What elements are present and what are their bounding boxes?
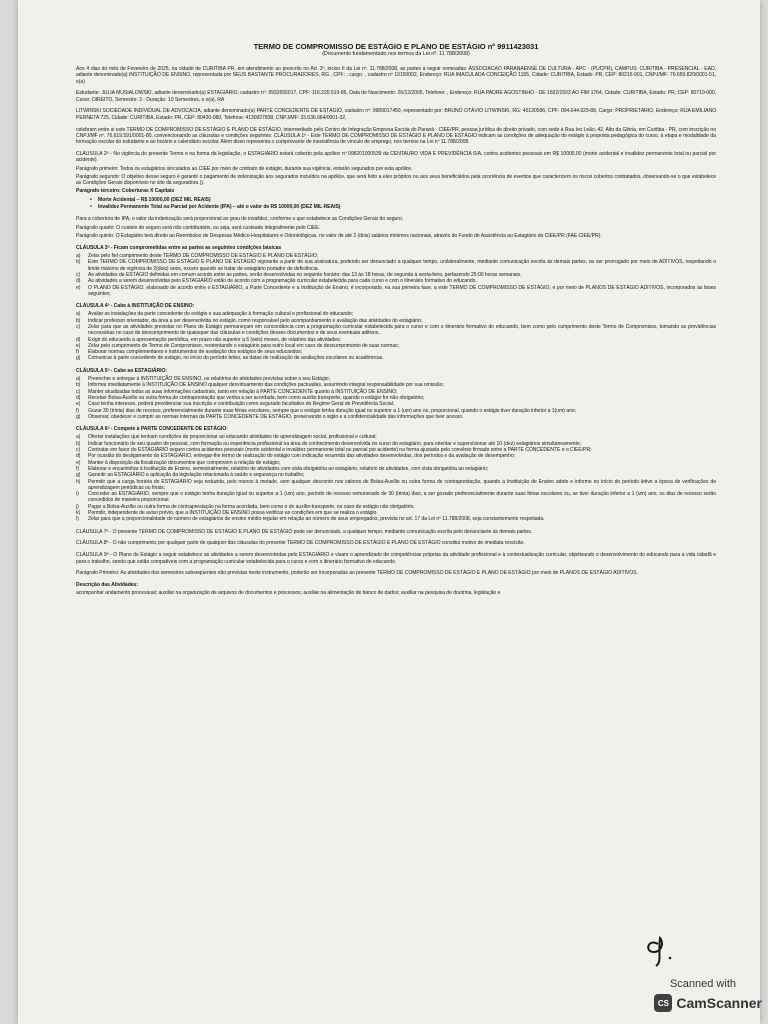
clause-item-text: Preencher e entregar à INSTITUIÇÃO DE ENSINO, os relatórios de atividades previstas sobre o seu Estágio; bbox=[88, 376, 330, 383]
coverage-list bbox=[90, 197, 716, 211]
clause-item-text: Contratar em favor do ESTAGIÁRIO seguro contra acidentes pessoais (morte acidental e invalidez permanente total ou parcial por acidente) na forma ajustada pelo convênio firmado entre a PARTE CONCEDENTE e o CIEE/PR; bbox=[88, 447, 592, 454]
clause-item-text: Caso tenha interesse, poderá providenciar sua inscrição e contribuição como segurado facultativo do Regime Geral de Previdência Social; bbox=[88, 401, 395, 408]
scanned-page bbox=[18, 0, 760, 1024]
clause-item-letter: b) bbox=[76, 317, 81, 324]
clause-item-text: As atividades a serem desenvolvidas pelo ESTAGIÁRIO estão de acordo com a programação curricular estabelecida para cada curso e com o itinerário formativo do educando. bbox=[88, 278, 477, 285]
clause-7-paragraph: CLÁUSULA 7ª - O presente TERMO DE COMPROMISSO DE ESTÁGIO E PLANO DE ESTÁGIO pode ser denunciado, a qualquer tempo, mediante comunicação escrita pelo denunciante às demais partes. bbox=[76, 528, 533, 535]
clause-item-letter: d) bbox=[76, 278, 81, 285]
clause-item-text: O PLANO DE ESTÁGIO, elaborado de acordo entre o ESTAGIÁRIO, a Parte Concedente e a Instituição de Ensino, é incorporado, na sua primeira fase, a este TERMO DE COMPROMISSO DE ESTÁGIO, e por meio de PLANOS DE ESTÁGIO ADITIVOS, incorporados às fases seguintes; bbox=[88, 284, 716, 297]
paragraph-fourth: Parágrafo quarto: O custeio do seguro será não contributário, ou seja, será custeado integralmente pelo CIEE. bbox=[76, 224, 321, 231]
clause-item-text: Zelar para que as atividades previstas no Plano de Estágio permaneçam em concordância com a programação curricular estabelecida para o curso e com o itinerário formativo do educando, bem como pelo cumprimento deste Termo de Compromisso, tomando as providências necessárias no caso de descumprimento de quaisquer das cláusulas e condições desses documentos e de seus eventuais aditivos. bbox=[88, 324, 716, 337]
clause-item bbox=[76, 355, 716, 361]
handwritten-signature bbox=[636, 928, 706, 968]
clause-item-text: Avaliar as instalações da parte concedente do estágio e sua adequação à formação cultural e profissional do educando; bbox=[88, 311, 354, 318]
clause-item-letter: g) bbox=[76, 355, 81, 362]
clause-item-letter: b) bbox=[76, 382, 81, 389]
clause-item-text: Comunicar à parte concedente de estágio, no início do período letivo, as datas de realização de avaliações escolares ou acadêmicas. bbox=[88, 355, 384, 362]
document-body bbox=[76, 42, 716, 602]
clause-item bbox=[76, 259, 716, 272]
coverage-item: • Morte Acidental – R$ 10000,00 (DEZ MIL REAIS) bbox=[90, 196, 211, 203]
clause-item-letter: c) bbox=[76, 447, 81, 454]
student-paragraph: Estudante: JULIA MUSIALOWSKI, adiante denominado(a) ESTAGIÁRIO, cadastro nº: 9932655017, CPF: 116.220.519-86, Data de Nascimento: 26/12/2005, Telefone: , Endereço: RUA PADRE AGOSTINHO - DE 1502/1503 AO FIM 1764, Cidade: CURITIBA, Estado: PR, CEP: 80710-000, Curso: DIREITO, Semestre: 3 - Duração: 10 Semestres, e o(a), RA bbox=[76, 90, 716, 103]
clause-item-letter: c) bbox=[76, 388, 81, 395]
clause-item-letter: g) bbox=[76, 472, 81, 479]
clause-9-paragraph: CLÁUSULA 9ª - O Plano de Estágio a seguir estabelece as atividades a serem desenvolvidas pelo ESTAGIÁRIO e visam o aprendizado de competências próprias da atividade profissional e à contextualização curricular, objetivando o desenvolvimento do educando para a vida cidadã e para o trabalho, sendo que estão compatíveis com a programação curricular estabelecida para o curso e com o itinerário formativo do educando. bbox=[76, 552, 716, 565]
clause-item-letter: a) bbox=[76, 376, 81, 383]
clause-item-text: Conceder ao ESTAGIÁRIO, sempre que o estágio tenha duração igual ou superior a 1 (um) ano, período de recesso remunerado de 30 (trinta) dias, a ser gozado preferencialmente durante suas férias escolares ou, se tiver duração inferior a 1 (um) ano, os dias de recesso serão concedidos de maneira proporcional. bbox=[88, 491, 716, 504]
clause-item-letter: f) bbox=[76, 407, 80, 414]
camscanner-watermark bbox=[646, 978, 764, 1018]
clause-item-text: Exigir do educando a apresentação periódica, em prazo não superior a 6 (seis) meses, de relatório das atividades; bbox=[88, 336, 341, 343]
camscanner-name: CamScanner bbox=[676, 995, 762, 1011]
clause-item-letter: a) bbox=[76, 311, 81, 318]
clause-item-text: Manter atualizadas todas as suas informações cadastrais, tanto em relação à PARTE CONCEDENTE quanto à INSTITUIÇÃO DE ENSINO; bbox=[88, 388, 398, 395]
camscanner-logo-icon: CS bbox=[654, 994, 672, 1012]
clause-item bbox=[76, 324, 716, 337]
clause-item-text: Ofertar instalações que tenham condições de proporcionar ao educando atividades de aprendizagem social, profissional e cultural; bbox=[88, 434, 377, 441]
clause-item-letter: g) bbox=[76, 413, 81, 420]
clause-item-letter: c) bbox=[76, 271, 81, 278]
clause-item-text: Zelar para que a proporcionalidade do número de estagiários de ensino médio regular em relação ao número de seus empregados, prevista no art. 17 da Lei nº 11.788/2008, seja constantemente respeitada. bbox=[88, 516, 545, 523]
paragraph-third: Parágrafo terceiro: Coberturas X Capitais bbox=[76, 188, 175, 195]
clause-item bbox=[76, 491, 716, 504]
clause-item-letter: e) bbox=[76, 284, 81, 291]
clause-4-title: CLÁUSULA 4ª - Cabe à INSTITUIÇÃO DE ENSINO: bbox=[76, 303, 195, 310]
activities-title: Descrição das Atividades: bbox=[76, 582, 138, 589]
clause-item-letter: i) bbox=[76, 491, 79, 498]
clause-6-list bbox=[76, 434, 716, 522]
clause-5-list bbox=[76, 376, 716, 420]
clause-item-letter: h) bbox=[76, 478, 81, 485]
clause-item-letter: f) bbox=[76, 349, 80, 356]
clause-5-title: CLÁUSULA 5ª - Cabe ao ESTAGIÁRIO: bbox=[76, 367, 168, 374]
clause-item-text: As atividades de ESTÁGIO definidas em comum acordo entre as partes, serão desenvolvidas no seguinte horário: das 13 às 18 horas, de segunda à sexta-feira, perfazendo 25:00 horas semanais. bbox=[88, 271, 522, 278]
clause-item-text: Este TERMO DE COMPROMISSO DE ESTÁGIO E PLANO DE ESTÁGIO vigorarão a partir de sua assinatura, podendo ser denunciado a qualquer tempo, unilateralmente, mediante comunicação escrita às demais partes, ou ser prorrogado por meio de ADITIVOS, respeitando o limite máximo de vigência de 2(dois) anos, exceto quando se tratar de estagiário portador de deficiência. bbox=[88, 259, 716, 272]
clause-item-text: Garantir ao ESTAGIÁRIO a aplicação da legislação relacionada à saúde e segurança no trabalho; bbox=[88, 472, 305, 479]
clause-item-letter: b) bbox=[76, 440, 81, 447]
clause-item-text: Informar imediatamente à INSTITUIÇÃO DE ENSINO qualquer desvirtuamento das condições pactuadas, assumindo integral responsabilidade por sua omissão; bbox=[88, 382, 444, 389]
document-title: TERMO DE COMPROMISSO DE ESTÁGIO E PLANO DE ESTÁGIO nº 9911423031 bbox=[253, 42, 539, 51]
clause-item-text: Elaborar e encaminhar à Instituição de Ensino, semestralmente, relatório de atividades com vista obrigatória ao estagiário, relatório de atividades, com vista obrigatória ao estagiário; bbox=[88, 465, 489, 472]
paragraph-first: Parágrafo primeiro: Todos os estagiários vinculados ao CIEE por meio de contrato de estágio, durante sua vigência, estarão segurados por esta apólice. bbox=[76, 165, 413, 172]
clause-item-letter: e) bbox=[76, 342, 81, 349]
activities-text: acompanhar andamento processual; auxiliar na organização de arquivos de documentos e processos; auxiliar na alimentação de banco de dados; auxiliar na pesquisa de doutrina, legislação e bbox=[76, 590, 501, 597]
clause-item-letter: b) bbox=[76, 259, 81, 266]
clause-item-letter: a) bbox=[76, 253, 81, 260]
paragraph-fifth: Parágrafo quinto: O Estagiário terá direito ao Reembolso de Despesas Médico-Hospitalares e Odontológicas, no valor de até 2 (dois) salários mínimos nacionais, através do Fundo de Assistência ao Estagiário do CIEE/PR (FAE CIEE/PR). bbox=[76, 232, 602, 239]
company-paragraph: LITWINSKI SOCIEDADE INDIVIDUAL DE ADVOCACIA, adiante denominado(a) PARTE CONCEDENTE DE ESTÁGIO, cadastro nº: 9989017450, representado por: BRUNO OTÁVIO LITWINSKI, RG: 46130596, CPF: 004.644.929-88, Cargo: PROPRIETÁRIO, Endereço: RUA EMILIANO PERNETA 725, Cidade: CURITIBA, Estado: PR, CEP: 80420-080, Telefone: 4130927838, CNPJ/MF: 33.636.064/0001-32, bbox=[76, 108, 716, 121]
coverage-item: • Invalidez Permanente Total ou Parcial por Acidente (IPA) – até o valor de R$ 10000,00 (DEZ MIL REAIS) bbox=[90, 204, 341, 211]
ipa-paragraph: Para a cobertura de IPA, o valor da indenização será proporcional ao grau de invalidez, conforme o que estabelece as Condições Gerais do seguro. bbox=[76, 216, 404, 223]
clause-item-text: Gozar 30 (trinta) dias de recesso, preferencialmente durante suas férias escolares, sempre que o estágio tenha duração igual ou superior a 1 (um) ano ou, proporcional, quando o estágio tiver duração inferior a 1(um) ano; bbox=[88, 407, 576, 414]
clause-8-paragraph: CLÁUSULA 8ª - O não cumprimento por qualquer parte de qualquer das cláusulas do presente TERMO DE COMPROMISSO DE ESTÁGIO E PLANO DE ESTÁGIO constitui motivo de imediata rescisão. bbox=[76, 540, 525, 547]
scanned-with-text: Scanned with bbox=[669, 978, 736, 990]
document-subtitle: (Documento fundamentado nos termos da Lei nº. 11.788/2008) bbox=[322, 51, 470, 57]
clause-item-text: Permitir, independente de aviso prévio, que a INSTITUIÇÃO DE ENSINO possa verificar as condições em que se realiza o estágio. bbox=[88, 510, 378, 517]
clause-item-text: Indicar funcionário de seu quadro de pessoal, com formação ou experiência profissional na área de conhecimento desenvolvida no curso do estagiário, para orientar e supervisionar até 10 (dez) estagiários simultaneamente; bbox=[88, 440, 582, 447]
clause-item-letter: d) bbox=[76, 394, 81, 401]
clause-item-letter: d) bbox=[76, 453, 81, 460]
clause-3-list bbox=[76, 253, 716, 297]
clause-item bbox=[76, 414, 716, 420]
paragraph-final: Parágrafo Primeiro: As atividades dos semestres subseqüentes não previstas neste instrumento, poderão ser incorporadas ao presente TERMO DE COMPROMISSO DE ESTÁGIO E PLANO DE ESTÁGIO por meio de PLANOS DE ESTÁGIO ADITIVOS. bbox=[76, 570, 638, 577]
clause-item bbox=[76, 479, 716, 492]
clause-3-title: CLÁUSULA 3ª - Ficam comprometidas entre as partes as seguintes condições básicas bbox=[76, 244, 282, 251]
clause-2-paragraph: CLÁUSULA 2ª - No vigência do presente Termo e na forma da legislação, o ESTAGIÁRIO estará coberto pela apólice nº 098201000539 da CENTAURO VIDA E PREVIDÊNCIA S/A, contra acidentes pessoais em R$ 10000,00 (morte acidental e invalidez permanente total ou parcial por acidente). bbox=[76, 150, 716, 164]
clause-item-text: Receber Bolsa-Auxílio ou outra forma de contraprestação que venha a ser acordada, bem como auxílio transporte, quando o estágio for não obrigatório; bbox=[88, 394, 425, 401]
clause-item-text: Elaborar normas complementares e instrumentos de avaliação dos estágios de seus educandos; bbox=[88, 349, 303, 356]
clause-6-title: CLÁUSULA 6ª - Compete à PARTE CONCEDENTE DE ESTÁGIO: bbox=[76, 426, 228, 433]
paragraph-second: Parágrafo segundo: O objetivo desse seguro é garantir o pagamento de indenização aos segurados incluídos na apólice, que será feito a eles próprios ou aos seus beneficiários pela ocorrência de eventos que caracterizem os riscos cobertos contratados, observando-se o que estabelece as Condições Gerais disponíveis no site da seguradora (). bbox=[76, 173, 716, 187]
clause-item-text: Manter à disposição da fiscalização documentos que comprovem a relação de estágio; bbox=[88, 459, 281, 466]
clause-item bbox=[76, 516, 716, 522]
clause-item-letter: a) bbox=[76, 434, 81, 441]
intro-paragraph: Aos 4 dias do mês de Fevereiro de 2025, na cidade de CURITIBA PR, em atendimento ao prescrito no Art. 3º, inciso II da Lei nº. 11.788/2008, as partes a seguir nomeadas: ASSOCIACAO PARANAENSE DE CULTURA - APC - (PUCPR), CAMPUS: CURITIBA - PRESENCIAL - EAD, adiante denominado(a) INSTITUIÇÃO DE ENSINO, representada por SEUS BASTANTE PROCURADORES, RG , CPF: , cargo: , cadastro nº 10150002, Endereço: RUA IMACULADA CONCEIÇÃO 1155, Cidade: CURITIBA, Estado: PR, CEP: 80215-901, CNPJ/MF: 76.659.820/0001-51, e(a) bbox=[76, 66, 716, 85]
clause-item-letter: j) bbox=[76, 503, 79, 510]
clause-item-letter: e) bbox=[76, 459, 81, 466]
clause-1-paragraph: celebram entre si este TERMO DE COMPROMISSO DE ESTÁGIO E PLANO DE ESTÁGIO, intermediado pelo Centro de Integração Empresa Escola do Paraná - CIEE/PR, pessoa jurídica de direito privado, com sede à Rua Ivo Leão, 42, Alto da Glória, em Curitiba - PR, com inscrição no CNPJ/MF nº. 76.619.591/0001-80, convencionando as cláusulas e condições seguintes: CLÁUSULA 1ª - Este TERMO DE COMPROMISSO DE ESTÁGIO E PLANO DE ESTÁGIO indicam as condições de adequação do estágio à proposta pedagógica do curso, à etapa e modalidade da formação escolar do estudante e ao horário e calendário escolar. Além disso representa o comprovante de inexistência de vínculo de emprego, nos termos na Lei nº 11.788/2008. bbox=[76, 126, 716, 146]
clause-item bbox=[76, 285, 716, 298]
clause-item-text: Observar, obedecer e cumprir as normas internas da PARTE CONCEDENTE DE ESTÁGIO, preservando o sigilo e a confidencialidade das informações que tiver acesso. bbox=[88, 413, 464, 420]
clause-item-text: Por ocasião do desligamento do ESTAGIÁRIO, entregar-lhe termo de realização do estágio com indicação resumida das atividades desenvolvidas, dos períodos e da avaliação de desempenho; bbox=[88, 453, 516, 460]
clause-item-text: Zelar pelo fiel cumprimento deste TERMO DE COMPROMISSO DE ESTÁGIO E PLANO DE ESTÁGIO; bbox=[88, 253, 319, 260]
clause-item-text: Pagar a Bolsa-Auxílio ou outra forma de contraprestação na forma acordada, bem como o do auxílio-transporte, no caso de estágio não obrigatório. bbox=[88, 503, 415, 510]
clause-item-letter: k) bbox=[76, 510, 81, 517]
clause-4-list bbox=[76, 311, 716, 361]
clause-item-letter: e) bbox=[76, 401, 81, 408]
clause-item-letter: d) bbox=[76, 336, 81, 343]
clause-item-letter: l) bbox=[76, 516, 79, 523]
clause-item-letter: f) bbox=[76, 465, 80, 472]
clause-item-text: Zelar pelo cumprimento do Termo de Compromisso, reorientando o estagiário para outro local em caso de descumprimento de suas normas; bbox=[88, 342, 399, 349]
clause-item-text: Indicar professor orientador, da área a ser desenvolvida no estágio, como responsável pelo acompanhamento e avaliação das atividades do estagiário; bbox=[88, 317, 423, 324]
clause-item-text: Permitir que a carga horária do ESTAGIÁRIO seja reduzida, pelo menos à metade, sem qualquer desconto nos valores de Bolsa-Auxílio ou outra forma de contraprestação, quando a Instituição de Ensino adote e informe no início do período letivo a época de verificações de aprendizagem periódicas ou finais; bbox=[88, 478, 716, 491]
clause-item-letter: c) bbox=[76, 324, 81, 330]
